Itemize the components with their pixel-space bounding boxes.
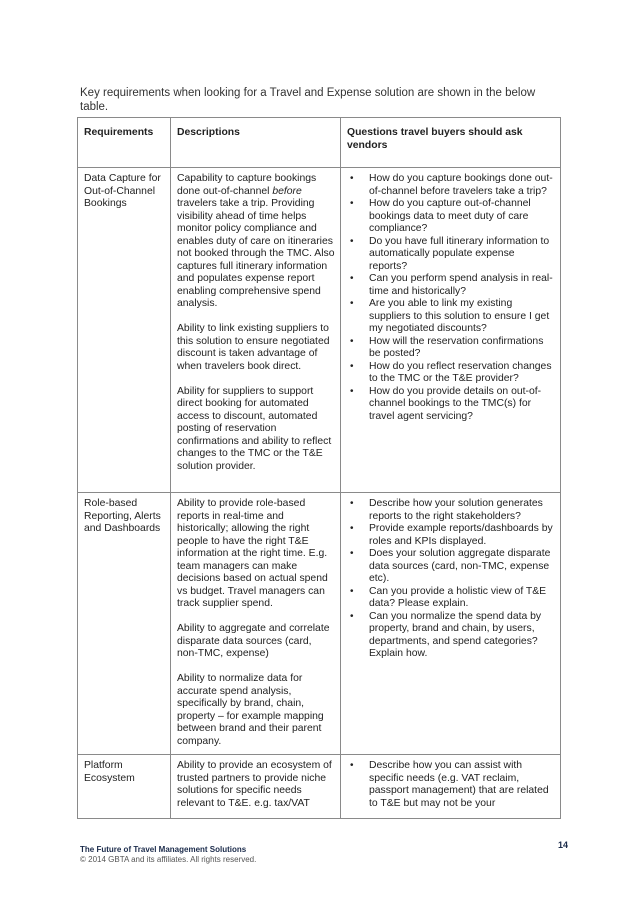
description-paragraph: Capability to capture bookings done out-of-channel before travelers take a trip. Providing visibility ahead of time helps monitor policy compliance and enables duty of care on itineraries not booked through the TMC. Also captures full itinerary information and populates expense report enabling comprehensive spend analysis. [177, 173, 335, 309]
description-paragraph: Ability to normalize data for accurate spend analysis, specifically by brand, chain, property – for example mapping between brand and their parent company. [177, 673, 324, 747]
description-paragraph: Ability to aggregate and correlate disparate data sources (card, non-TMC, expense) [177, 623, 330, 659]
requirement-cell: Data Capture for Out-of-Channel Bookings [78, 168, 171, 493]
bullet-icon: • [350, 235, 354, 247]
questions-cell [341, 168, 561, 493]
description-cell [171, 168, 341, 493]
table-row [78, 493, 561, 755]
bullet-icon: • [350, 335, 354, 347]
list-item: • Describe how your solution generates reports to the right stakeholders? [350, 498, 543, 522]
questions-cell [341, 493, 561, 755]
list-item: • Are you able to link my existing suppliers to this solution to ensure I get my negotiated discounts? [350, 298, 550, 334]
header-descriptions: Descriptions [171, 118, 341, 168]
list-item: • Can you normalize the spend data by property, brand and chain, by users, departments, and spend categories? Explain how. [350, 610, 542, 659]
list-item: • How do you reflect reservation changes to the TMC or the T&E provider? [350, 360, 552, 384]
questions-list [347, 173, 555, 423]
list-item: • Can you provide a holistic view of T&E data? Please explain. [350, 585, 547, 609]
list-item: • Provide example reports/dashboards by roles and KPIs displayed. [350, 523, 553, 547]
description-cell [171, 493, 341, 755]
list-item: • How do you provide details on out-of-channel bookings to the TMC(s) for travel agent servicing? [350, 385, 542, 422]
header-requirements: Requirements [78, 118, 171, 168]
bullet-icon: • [350, 610, 354, 622]
list-item: • Can you perform spend analysis in real-time and historically? [350, 273, 553, 297]
table-row [78, 755, 561, 819]
bullet-icon: • [350, 173, 354, 184]
bullet-icon: • [350, 523, 354, 534]
list-item: • Describe how you can assist with specific needs (e.g. VAT reclaim, passport management) that are related to T&E but may not be your [350, 760, 549, 809]
table-header-row [78, 118, 561, 168]
bullet-icon: • [350, 548, 354, 559]
bullet-icon: • [350, 385, 354, 397]
bullet-icon: • [350, 585, 354, 597]
bullet-icon: • [350, 298, 354, 309]
list-item: • Do you have full itinerary information to automatically populate expense reports? [350, 235, 550, 272]
bullet-icon: • [350, 760, 354, 771]
footer-title: The Future of Travel Management Solutions [80, 845, 247, 854]
requirements-table [77, 117, 561, 819]
bullet-icon: • [350, 360, 354, 372]
description-paragraph: Ability for suppliers to support direct booking for automated access to discount, automated posting of reservation confirmations and ability to reflect changes to the TMC or the T&E solution provider. [177, 385, 332, 472]
bullet-icon: • [350, 273, 354, 284]
list-item: • How will the reservation confirmations be posted? [350, 335, 544, 359]
description-paragraph: Ability to link existing suppliers to this solution to ensure negotiated discount is taken advantage of when travelers book direct. [177, 323, 330, 372]
bullet-icon: • [350, 498, 354, 509]
bullet-icon: • [350, 198, 354, 209]
table-row [78, 168, 561, 493]
questions-cell [341, 755, 561, 819]
list-item: • How do you capture bookings done out-of-channel before travelers take a trip? [350, 173, 553, 197]
description-paragraph: Ability to provide role-based reports in real-time and historically; allowing the right people to have the right T&E information at the right time. E.g. team managers can make decisions based on actual spend vs budget. Travel managers can track supplier spend. [177, 498, 328, 609]
questions-list [347, 498, 555, 661]
intro-text: Key requirements when looking for a Travel and Expense solution are shown in the below table. [80, 87, 536, 113]
requirement-cell: Platform Ecosystem [78, 755, 171, 819]
list-item: • Does your solution aggregate disparate data sources (card, non-TMC, expense etc). [350, 548, 551, 584]
page-number: 14 [557, 840, 568, 850]
footer-copyright: © 2014 GBTA and its affiliates. All rights reserved. [80, 855, 257, 864]
header-questions: Questions travel buyers should ask vendors [341, 118, 561, 168]
list-item: • How do you capture out-of-channel bookings data to meet duty of care compliance? [350, 198, 531, 234]
description-cell [171, 755, 341, 819]
questions-list [347, 760, 555, 810]
description-paragraph: Ability to provide an ecosystem of trusted partners to provide niche solutions for specific needs relevant to T&E. e.g. tax/VAT [177, 760, 332, 809]
requirement-cell: Role-based Reporting, Alerts and Dashboards [78, 493, 171, 755]
